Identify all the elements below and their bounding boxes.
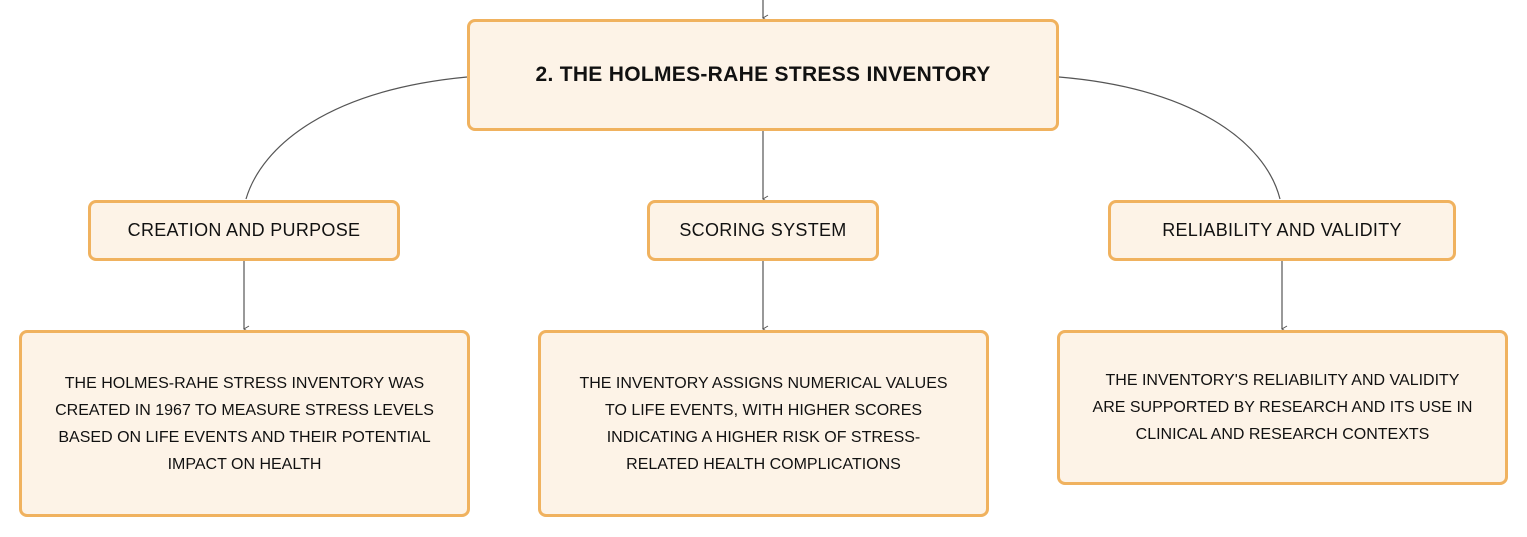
detail-node-scoring-system[interactable] bbox=[538, 330, 989, 517]
branch-label: SCORING SYSTEM bbox=[679, 220, 847, 240]
branch-node-creation-and-purpose[interactable] bbox=[88, 200, 400, 261]
branch-node-reliability-and-validity[interactable] bbox=[1108, 200, 1456, 261]
connector-root-to-creation bbox=[246, 77, 467, 199]
detail-node-reliability-and-validity[interactable] bbox=[1057, 330, 1508, 485]
branch-label: CREATION AND PURPOSE bbox=[127, 220, 361, 240]
detail-node-creation-and-purpose[interactable] bbox=[19, 330, 470, 517]
detail-text: THE HOLMES-RAHE STRESS INVENTORY WAS CREATED IN 1967 TO MEASURE STRESS LEVELS BASED ON LIFE EVENTS AND THEIR POTENTIAL IMPACT ON HEALTH bbox=[55, 374, 434, 473]
detail-text: THE INVENTORY ASSIGNS NUMERICAL VALUES TO LIFE EVENTS, WITH HIGHER SCORES INDICATING A HIGHER RISK OF STRESS-RELATED HEALTH COMPLICATIONS bbox=[579, 374, 948, 473]
root-title: 2. THE HOLMES-RAHE STRESS INVENTORY bbox=[535, 63, 991, 86]
root-node[interactable] bbox=[467, 19, 1059, 131]
connector-root-to-reliability bbox=[1059, 77, 1280, 199]
branch-label: RELIABILITY AND VALIDITY bbox=[1162, 220, 1402, 240]
branch-node-scoring-system[interactable] bbox=[647, 200, 879, 261]
detail-text: THE INVENTORY'S RELIABILITY AND VALIDITY ARE SUPPORTED BY RESEARCH AND ITS USE IN CLINICAL AND RESEARCH CONTEXTS bbox=[1092, 372, 1473, 443]
